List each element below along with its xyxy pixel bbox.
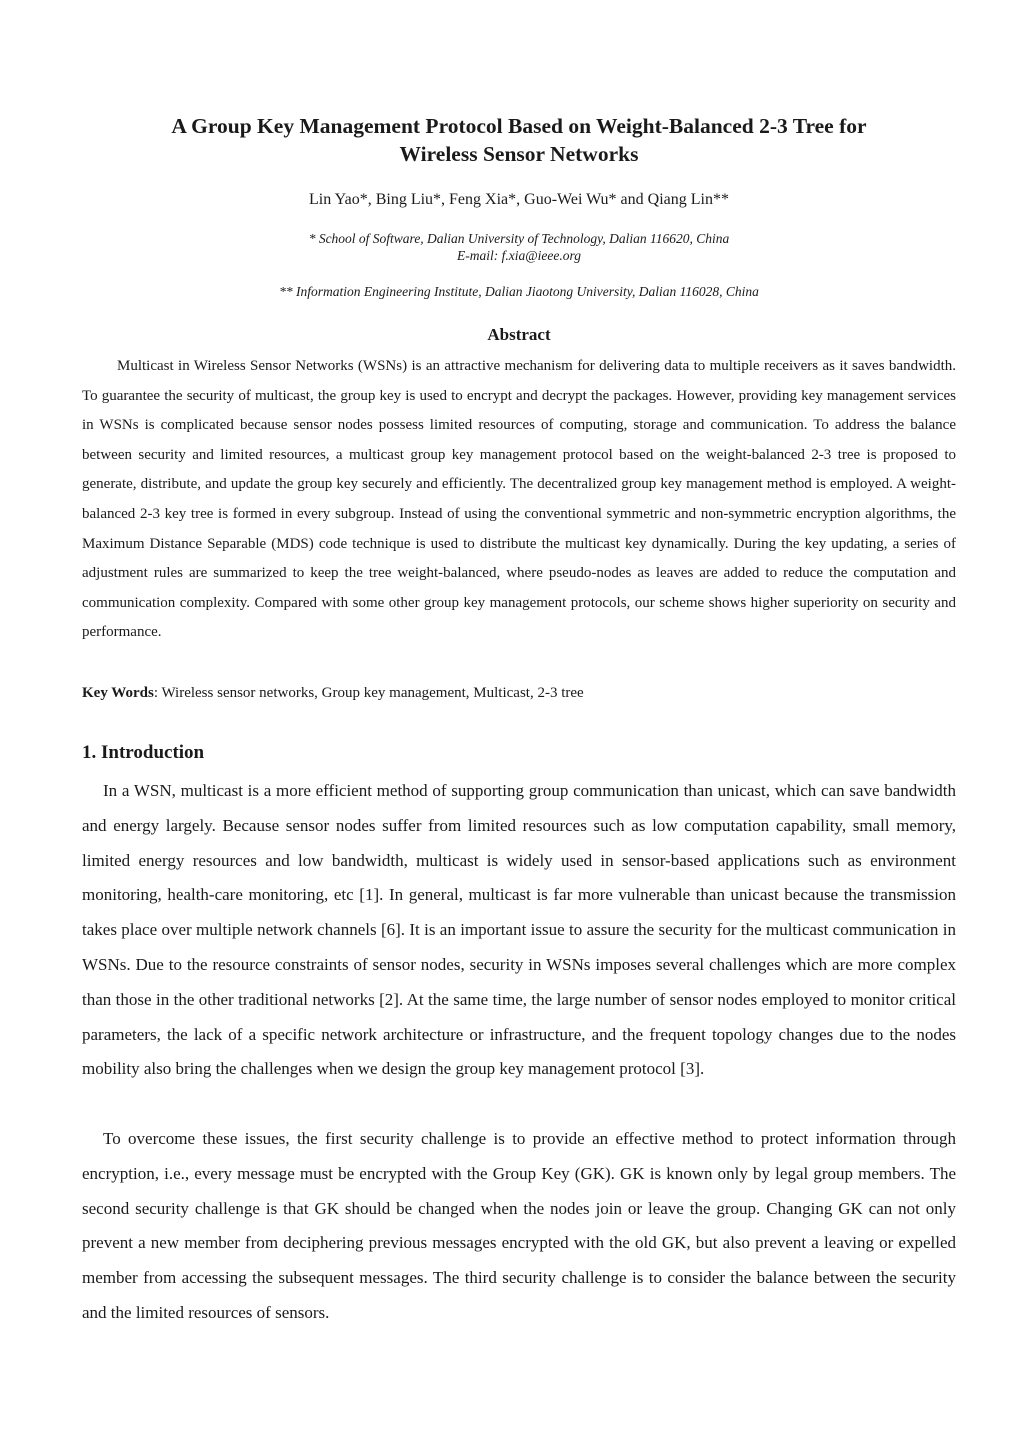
affiliation-1-institution: * School of Software, Dalian University of Technology, Dalian 116620, China	[308, 231, 730, 246]
paper-title	[82, 112, 956, 168]
paper-title-line-2: Wireless Sensor Networks	[399, 142, 639, 166]
introduction-paragraph-2: To overcome these issues, the first security challenge is to provide an effective method to protect information through encryption, i.e., every message must be encrypted with the Group Key (GK). GK is known only by legal group members. The second security challenge is that GK should be changed when the nodes join or leave the group. Changing GK can not only prevent a new member from deciphering previous messages encrypted with the old GK, but also prevent a leaving or expelled member from accessing the subsequent messages. The third security challenge is to consider the balance between the security and the limited resources of sensors.	[82, 1129, 956, 1322]
keywords-label: Key Words	[82, 685, 154, 701]
abstract-body: Multicast in Wireless Sensor Networks (WSNs) is an attractive mechanism for delivering data to multiple receivers as it saves bandwidth. To guarantee the security of multicast, the group key is used to encrypt and decrypt the packages. However, providing key management services in WSNs is complicated because sensor nodes possess limited resources of computing, storage and communication. To address the balance between security and limited resources, a multicast group key management protocol based on the weight-balanced 2-3 tree is proposed to generate, distribute, and update the group key securely and efficiently. The decentralized group key management method is employed. A weight-balanced 2-3 key tree is formed in every subgroup. Instead of using the conventional symmetric and non-symmetric encryption algorithms, the Maximum Distance Separable (MDS) code technique is used to distribute the multicast key dynamically. During the key updating, a series of adjustment rules are summarized to keep the tree weight-balanced, where pseudo-nodes as leaves are added to reduce the computation and communication complexity. Compared with some other group key management protocols, our scheme shows higher superiority on security and performance.	[82, 358, 956, 641]
affiliation-2	[82, 283, 956, 300]
affiliation-1	[82, 230, 956, 264]
affiliation-1-email: E-mail: f.xia@ieee.org	[456, 248, 581, 263]
section-heading-introduction: 1. Introduction	[82, 742, 205, 763]
abstract-heading: Abstract	[487, 325, 551, 344]
introduction-paragraph-1: In a WSN, multicast is a more efficient method of supporting group communication than unicast, which can save bandwidth and energy largely. Because sensor nodes suffer from limited resources such as low computation capability, small memory, limited energy resources and low bandwidth, multicast is widely used in sensor-based applications such as environment monitoring, health-care monitoring, etc [1]. In general, multicast is far more vulnerable than unicast because the transmission takes place over multiple network channels [6]. It is an important issue to assure the security for the multicast communication in WSNs. Due to the resource constraints of sensor nodes, security in WSNs imposes several challenges which are more complex than those in the other traditional networks [2]. At the same time, the large number of sensor nodes employed to monitor critical parameters, the lack of a specific network architecture or infrastructure, and the frequent topology changes due to the nodes mobility also bring the challenges when we design the group key management protocol [3].	[82, 781, 956, 1079]
author-list: Lin Yao*, Bing Liu*, Feng Xia*, Guo-Wei Wu* and Qiang Lin**	[309, 191, 729, 208]
keywords-line	[82, 679, 956, 708]
affiliation-2-institution: ** Information Engineering Institute, Dalian Jiaotong University, Dalian 116028, China	[279, 284, 759, 299]
paper-title-line-1: A Group Key Management Protocol Based on Weight-Balanced 2-3 Tree for	[171, 114, 867, 138]
keywords-list: : Wireless sensor networks, Group key management, Multicast, 2-3 tree	[153, 685, 584, 701]
